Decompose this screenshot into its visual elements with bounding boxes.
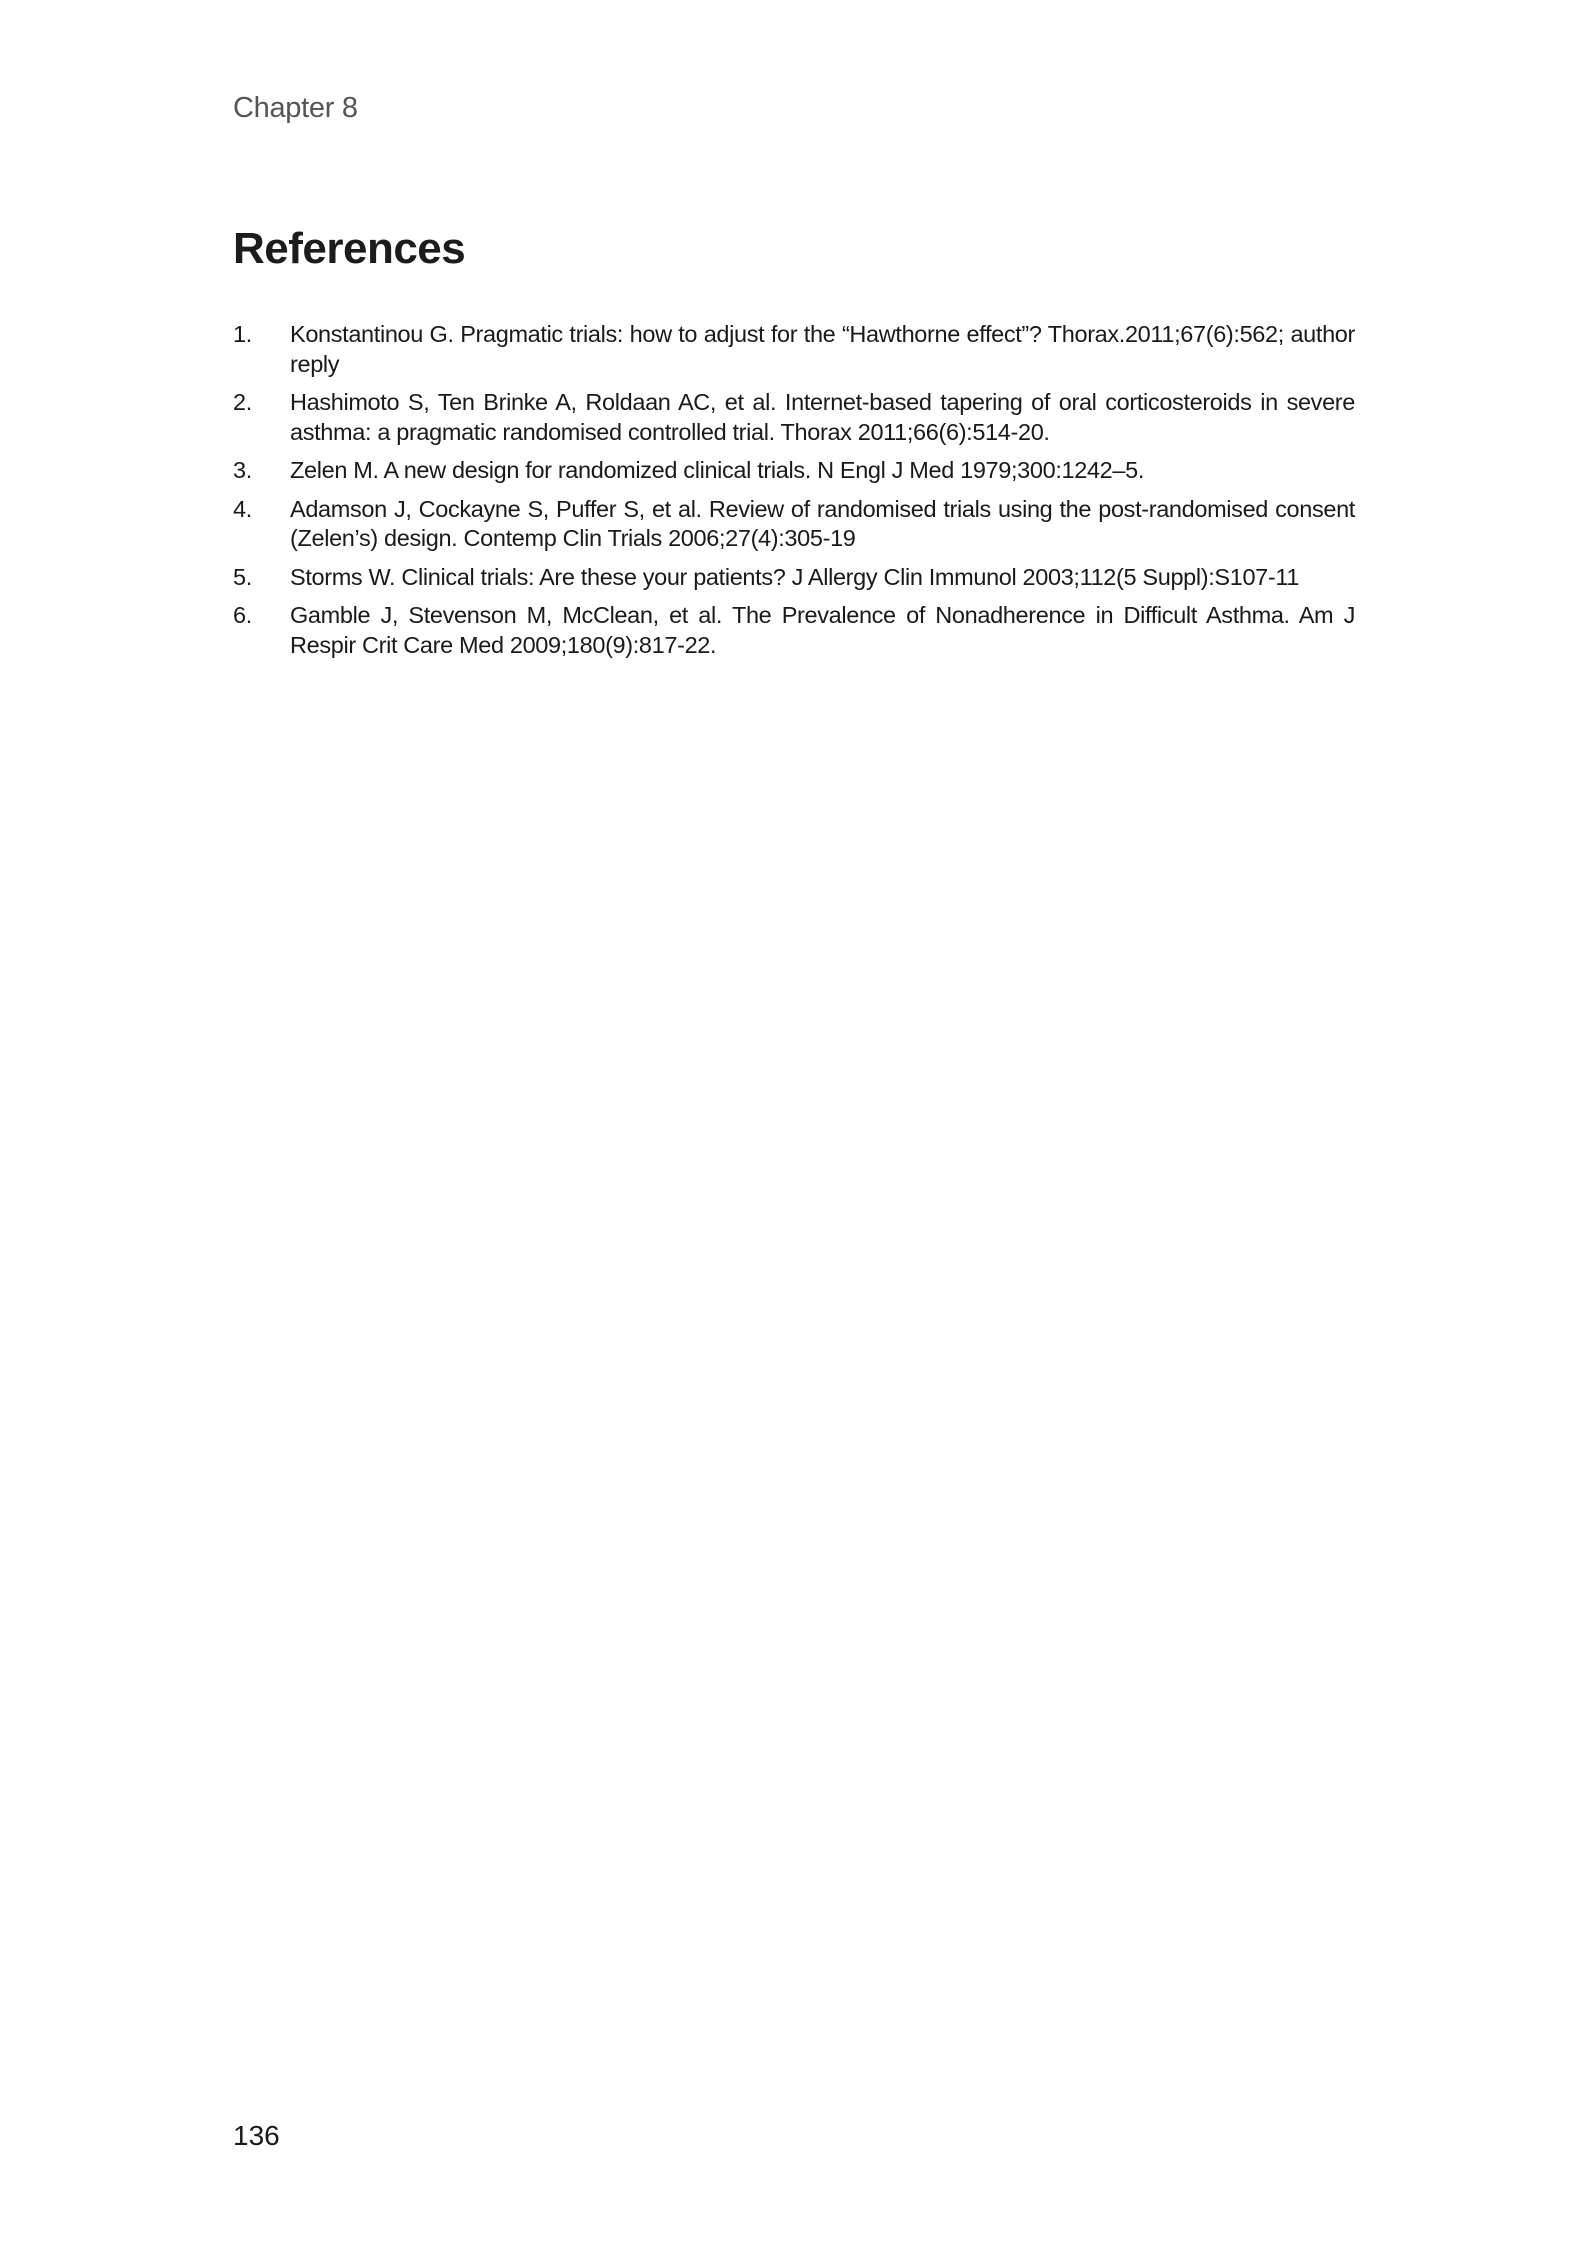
reference-item [233,601,1355,660]
reference-item [233,456,1355,486]
reference-text: Gamble J, Stevenson M, McClean, et al. The Prevalence of Nonadherence in Difficult Asthma. Am J Respir Crit Care Med 2009;180(9):817-22. [290,602,1355,658]
reference-item [233,320,1355,379]
reference-number: 5. [233,563,252,590]
reference-text: Zelen M. A new design for randomized clinical trials. N Engl J Med 1979;300:1242–5. [290,457,1145,483]
reference-item [233,495,1355,554]
page-number: 136 [233,2120,280,2151]
reference-list [233,320,1355,669]
reference-text: Hashimoto S, Ten Brinke A, Roldaan AC, et al. Internet-based tapering of oral corticosteroids in severe asthma: a pragmatic randomised controlled trial. Thorax 2011;66(6):514-20. [290,389,1355,445]
reference-item [233,563,1355,593]
reference-number: 1. [233,321,252,347]
reference-number: 4. [233,495,252,522]
reference-text: Storms W. Clinical trials: Are these your patients? J Allergy Clin Immunol 2003;112(5 Suppl):S107-11 [290,563,1300,590]
reference-text: Adamson J, Cockayne S, Puffer S, et al. Review of randomised trials using the post-randomised consent (Zelen’s) design. Contemp Clin Trials 2006;27(4):305-19 [290,495,1355,551]
reference-number: 6. [233,602,252,628]
running-head: Chapter 8 [233,92,358,124]
reference-number: 3. [233,457,252,483]
reference-text: Konstantinou G. Pragmatic trials: how to adjust for the “Hawthorne effect”? Thorax.2011;67(6):562; author reply [290,321,1355,377]
section-title: References [233,224,466,273]
reference-item [233,388,1355,447]
reference-number: 2. [233,389,252,415]
